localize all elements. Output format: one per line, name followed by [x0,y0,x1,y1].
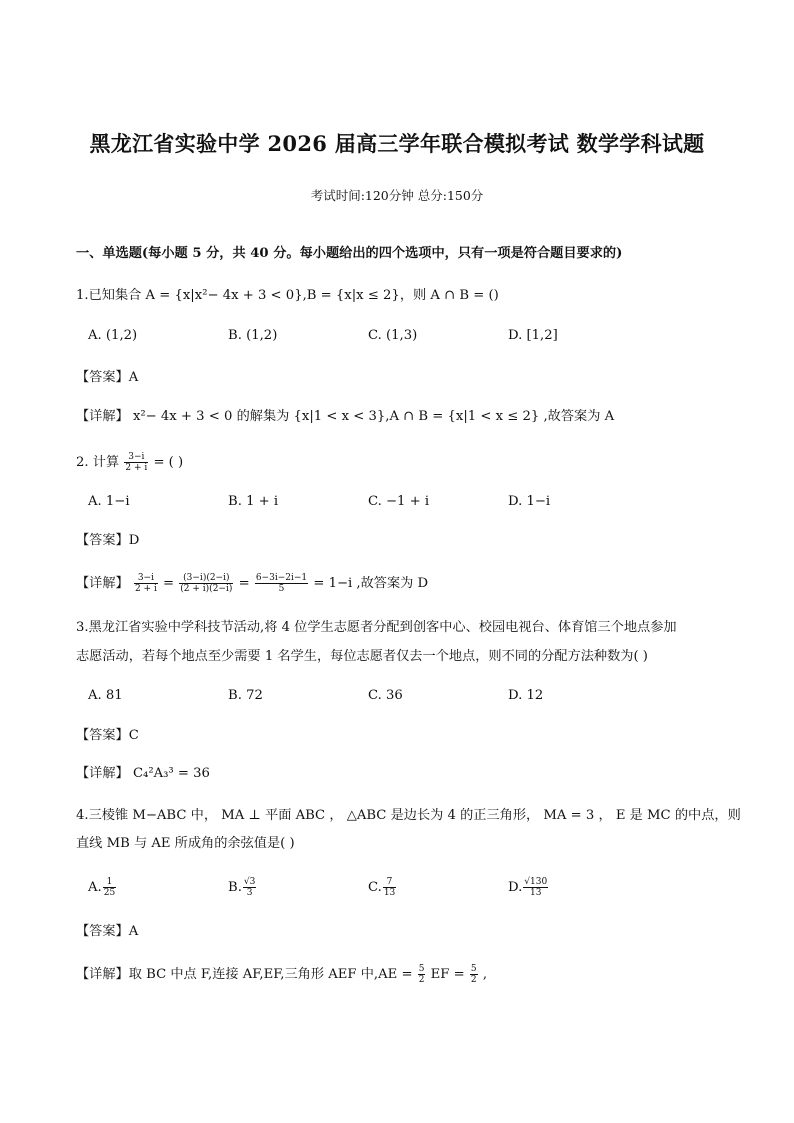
q2-option-b: B. 1 + i [228,494,279,509]
q4-answer: 【答案】A [76,924,139,939]
fraction-denominator: 25 [103,888,116,898]
fraction-denominator: 3 [246,888,253,898]
q2-stem-prefix: 2. 计算 [76,455,120,470]
q4-stem-line-2: 直线 MB 与 AE 所成角的余弦值是( ) [76,836,295,851]
fraction-numerator: √130 [524,877,548,887]
fraction-numerator: 3−i [134,573,158,584]
fraction-denominator: 5 [278,584,285,594]
q3-detail: 【详解】 C₄²A₃³ = 36 [76,766,210,781]
q1-option-d: D. [1,2] [508,328,558,343]
q1-option-a: A. (1,2) [88,328,138,343]
q4-option-b [228,877,257,898]
fraction-numerator: 5 [470,964,477,974]
q1-answer: 【答案】A [76,370,139,385]
q2-detail-fraction-3 [255,573,308,594]
q2-option-c: C. −1 + i [368,494,430,509]
q2-stem [76,452,726,473]
fraction-numerator: 7 [383,877,396,888]
q3-option-d: D. 12 [508,688,544,703]
option-label: B. [228,880,242,895]
q4-stem-line-1: 4.三棱锥 M−ABC 中， MA ⊥ 平面 ABC ， △ABC 是边长为 4 的正三角形， MA = 3 ， E 是 MC 的中点，则 [76,808,741,823]
fraction-denominator: 2 + i [125,463,148,473]
q2-detail-fraction-2 [179,573,233,594]
q3-option-b: B. 72 [228,688,263,703]
q4-detail-prefix: 【详解】取 BC 中点 F,连接 AF,EF,三角形 AEF 中,AE = [76,967,413,982]
fraction-denominator: 13 [530,888,542,898]
q3-option-a: A. 81 [88,688,123,703]
q2-detail [76,573,726,594]
q4-detail-fraction-2 [470,964,478,985]
section-heading: 一、单选题(每小题 5 分，共 40 分。每小题给出的四个选项中，只有一项是符合题目要求的) [76,246,623,261]
q1-option-b: B. (1,2) [228,328,278,343]
q2-detail-prefix: 【详解】 [76,576,129,591]
option-fraction [523,877,548,898]
q4-detail-mid: EF = [430,967,465,982]
fraction-numerator: 1 [103,877,116,888]
q4-option-d [508,877,549,898]
option-fraction [243,877,256,898]
q4-option-a [88,877,117,898]
q4-detail-suffix: , [482,967,488,982]
equals-sign: = [238,576,250,591]
q1-stem: 1.已知集合 A = {x|x²− 4x + 3 < 0},B = {x|x ≤ 2}，则 A ∩ B = () [76,288,499,303]
q2-stem-fraction [124,452,148,473]
q4-detail-fraction-1 [418,964,426,985]
q2-stem-suffix: = ( ) [153,455,184,470]
q1-detail: 【详解】 x²− 4x + 3 < 0 的解集为 {x|1 < x < 3},A ∩ B = {x|1 < x ≤ 2} ,故答案为 A [76,409,615,424]
option-fraction [103,877,116,898]
option-fraction [383,877,396,898]
fraction-denominator: 13 [383,888,396,898]
q2-detail-suffix: = 1−i ,故答案为 D [313,576,429,591]
q2-option-a: A. 1−i [88,494,130,509]
exam-info: 考试时间:120分钟 总分:150分 [310,188,484,203]
q2-answer: 【答案】D [76,533,140,548]
fraction-denominator: 2 [418,975,425,985]
q3-stem-line-2: 志愿活动，若每个地点至少需要 1 名学生，每位志愿者仅去一个地点，则不同的分配方法种数为( ) [76,649,648,664]
fraction-denominator: 2 + i [134,584,157,594]
q1-option-c: C. (1,3) [368,328,418,343]
fraction-denominator: 2 [470,975,477,985]
page-title: 黑龙江省实验中学 2026 届高三学年联合模拟考试 数学学科试题 [89,131,705,156]
fraction-numerator: 6−3i−2i−1 [255,573,308,583]
fraction-numerator: 5 [418,964,425,974]
option-label: C. [368,880,382,895]
fraction-numerator: √3 [243,877,256,887]
option-label: D. [508,880,523,895]
q3-stem-line-1: 3.黑龙江省实验中学科技节活动,将 4 位学生志愿者分配到创客中心、校园电视台、体育馆三个地点参加 [76,620,677,635]
fraction-denominator: (2 + i)(2−i) [180,584,233,594]
q4-option-c [368,877,397,898]
fraction-numerator: (3−i)(2−i) [179,573,233,584]
fraction-numerator: 3−i [124,452,148,463]
equals-sign: = [163,576,175,591]
q2-detail-fraction-1 [134,573,158,594]
q3-option-c: C. 36 [368,688,403,703]
q3-answer: 【答案】C [76,728,139,743]
option-label: A. [88,880,102,895]
q4-detail [76,964,726,985]
q2-option-d: D. 1−i [508,494,551,509]
